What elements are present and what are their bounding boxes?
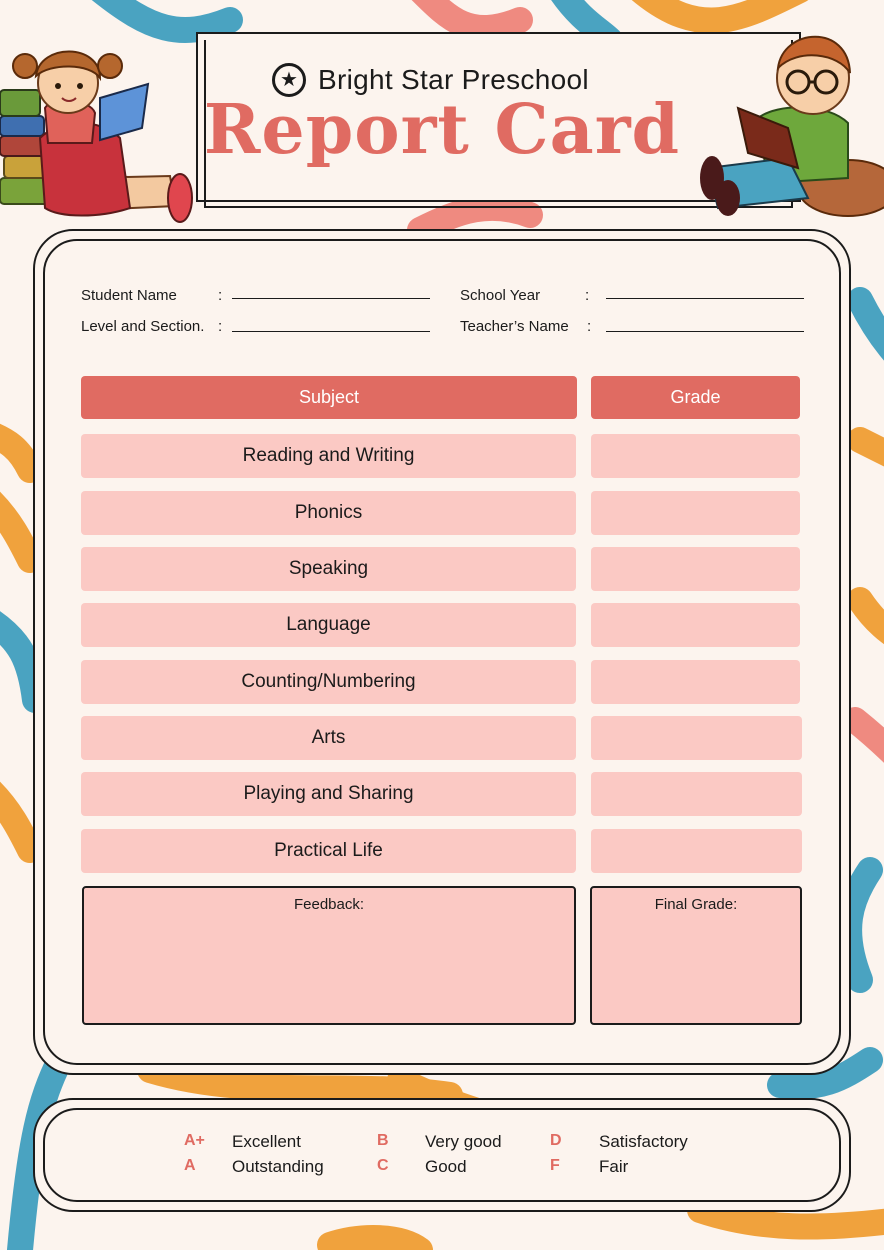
legend-meaning: Very good [425, 1132, 502, 1151]
student-name-label: Student Name [81, 287, 177, 304]
final-grade-box[interactable] [590, 886, 802, 1025]
legend-meaning: Excellent [232, 1132, 301, 1151]
subject-cell: Language [81, 603, 576, 647]
grade-cell-speaking[interactable] [591, 547, 800, 591]
student-name-line[interactable] [232, 298, 430, 299]
legend-code: D [550, 1132, 562, 1149]
legend-meaning: Good [425, 1157, 467, 1176]
subject-cell: Arts [81, 716, 576, 760]
colon: : [585, 287, 590, 304]
level-section-label: Level and Section. [81, 318, 205, 335]
subject-cell: Phonics [81, 491, 576, 535]
feedback-label: Feedback: [293, 896, 365, 913]
final-grade-label: Final Grade: [654, 896, 738, 913]
colon: : [218, 318, 223, 335]
legend-meaning: Satisfactory [599, 1132, 688, 1151]
teacher-name-field[interactable] [460, 315, 810, 335]
subject-header: Subject [81, 376, 577, 419]
grade-cell-playing-sharing[interactable] [591, 772, 802, 816]
grade-header: Grade [591, 376, 800, 419]
subject-cell: Counting/Numbering [81, 660, 576, 704]
legend-code: C [377, 1157, 389, 1174]
student-name-field[interactable] [81, 284, 441, 304]
boy-reading-illustration [698, 18, 884, 218]
grade-cell-arts[interactable] [591, 716, 802, 760]
subject-cell: Playing and Sharing [81, 772, 576, 816]
level-section-line[interactable] [232, 331, 430, 332]
grade-cell-counting[interactable] [591, 660, 800, 704]
school-year-line[interactable] [606, 298, 804, 299]
subject-cell: Practical Life [81, 829, 576, 873]
page-title: Report Card [203, 90, 681, 170]
subject-cell: Reading and Writing [81, 434, 576, 478]
school-year-label: School Year [460, 287, 541, 304]
level-section-field[interactable] [81, 315, 441, 335]
teacher-name-line[interactable] [606, 331, 804, 332]
legend-code: B [377, 1132, 389, 1149]
school-year-field[interactable] [460, 284, 810, 304]
legend-meaning: Outstanding [232, 1157, 324, 1176]
grade-cell-language[interactable] [591, 603, 800, 647]
legend-code: A [184, 1157, 196, 1174]
girl-reading-illustration [0, 28, 200, 233]
legend-meaning: Fair [599, 1157, 629, 1176]
star-badge-icon: ★ [272, 63, 306, 97]
subject-cell: Speaking [81, 547, 576, 591]
legend-inner-frame [43, 1108, 841, 1202]
grade-cell-reading-writing[interactable] [591, 434, 800, 478]
school-name: Bright Star Preschool [318, 64, 589, 95]
legend-code: F [550, 1157, 560, 1174]
feedback-box[interactable] [82, 886, 576, 1025]
grade-cell-practical-life[interactable] [591, 829, 802, 873]
grade-cell-phonics[interactable] [591, 491, 800, 535]
colon: : [587, 318, 592, 335]
teacher-name-label: Teacher’s Name [460, 318, 569, 335]
colon: : [218, 287, 223, 304]
legend-code: A+ [184, 1132, 205, 1149]
